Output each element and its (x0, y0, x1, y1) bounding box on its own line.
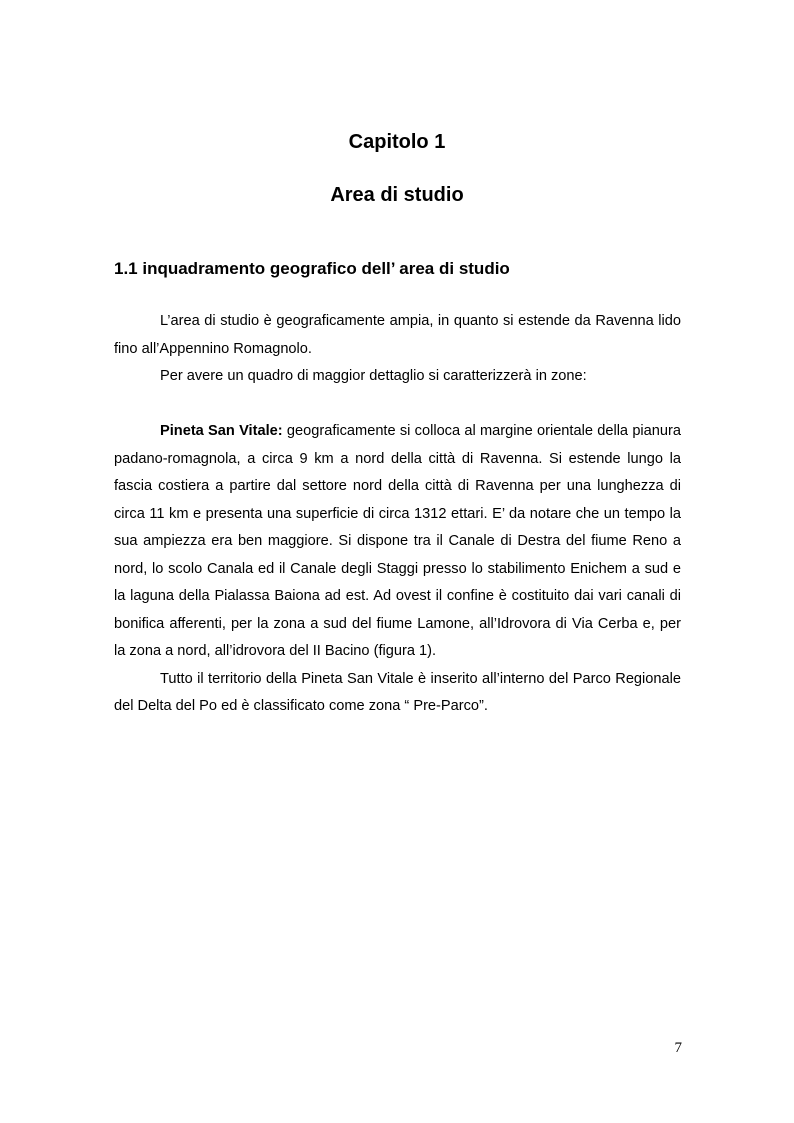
pineta-description: geograficamente si colloca al margine orientale della pianura padano-romagnola, a circa 9 km a nord della città di Ravenna. Si estende lungo la fascia costiera a partire dal settore nord della città di Ravenna per una lunghezza di circa 11 km e presenta una superficie di circa 1312 ettari. E’ da notare che un tempo la sua ampiezza era ben maggiore. Si dispone tra il Canale di Destra del fiume Reno a nord, lo scolo Canala ed il Canale degli Staggi presso lo stabilimento Enichem a sud e la laguna della Pialassa Baiona ad est. Ad ovest il confine è costituito dai vari canali di bonifica afferenti, per la zona a sud del fiume Lamone, all’Idrovora di Via Cerba e, per la zona a nord, all’idrovora del II Bacino (figura 1). (114, 423, 681, 659)
paragraph-pineta (114, 418, 681, 666)
section-heading: 1.1 inquadramento geografico dell’ area di studio (114, 259, 510, 278)
body-text (114, 308, 681, 721)
paragraph-gap (114, 391, 681, 419)
paragraph-parco: Tutto il territorio della Pineta San Vitale è inserito all’interno del Parco Regionale del Delta del Po ed è classificato come zona “ Pre-Parco”. (114, 670, 681, 714)
paragraph-intro: L’area di studio è geograficamente ampia, in quanto si estende da Ravenna lido fino all’Appennino Romagnolo. (114, 313, 681, 357)
pineta-lead-term: Pineta San Vitale: (160, 423, 283, 439)
paragraph-zones-intro: Per avere un quadro di maggior dettaglio si caratterizzerà in zone: (160, 368, 587, 384)
page-number: 7 (674, 1040, 682, 1056)
chapter-label: Capitolo 1 (348, 131, 446, 153)
chapter-title: Area di studio (330, 184, 464, 206)
